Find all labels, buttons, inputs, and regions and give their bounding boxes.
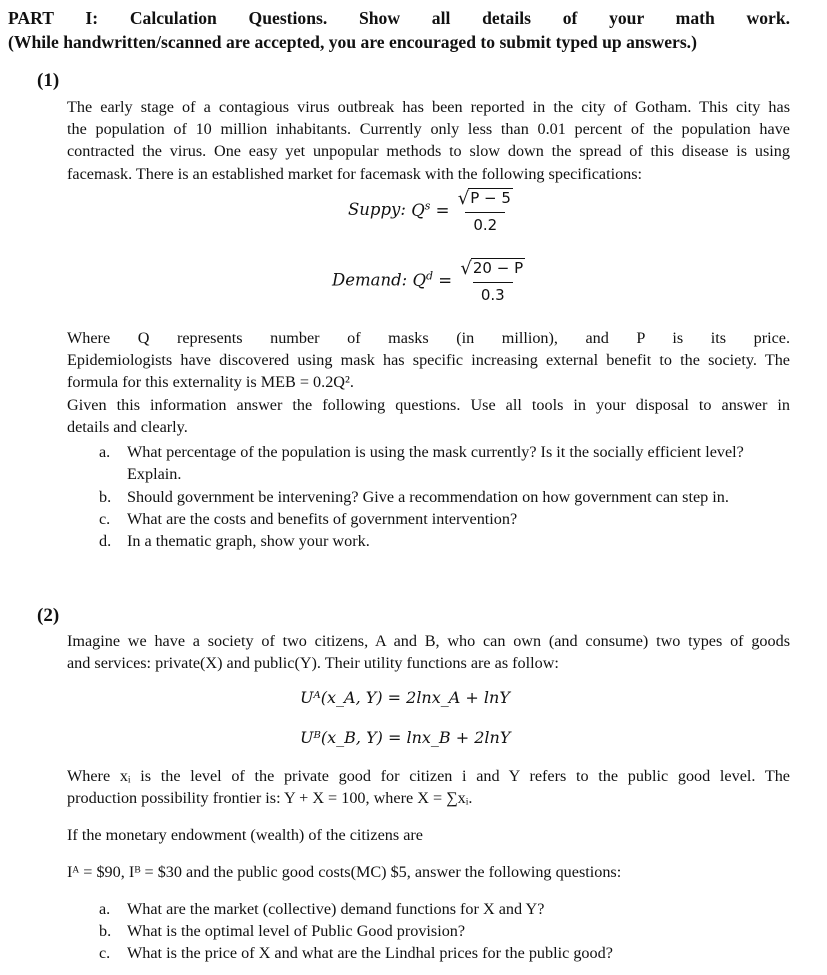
item-label: a. bbox=[99, 900, 111, 918]
item-text: What are the costs and benefits of government intervention? bbox=[127, 510, 518, 528]
question-2-item-c bbox=[99, 942, 790, 964]
demand-equation: Demand: $Q^d$ = √ 20 − P 0.3 bbox=[332, 258, 528, 304]
supply-fraction: √ P − 5 0.2 bbox=[457, 188, 511, 234]
demand-label: Demand: bbox=[332, 270, 408, 290]
item-text: What are the market (collective) demand functions for X and Y? bbox=[127, 900, 545, 918]
intro-line: contracted the virus. One easy yet unpopular methods to slow down the spread of this disease is using bbox=[67, 142, 790, 161]
where-line: production possibility frontier is: Y + X = 100, where X = ∑xᵢ. bbox=[67, 789, 473, 808]
question-2-item-b bbox=[99, 920, 790, 942]
income-line: Iᴬ = $90, Iᴮ = $30 and the public good costs(MC) $5, answer the following questions: bbox=[67, 863, 622, 881]
intro-line: facemask. There is an established market for facemask with the following specifications: bbox=[67, 164, 643, 183]
intro-line: The early stage of a contagious virus outbreak has been reported in the city of Gotham. This city has bbox=[67, 98, 790, 116]
part-header bbox=[8, 6, 790, 54]
endowment-line: If the monetary endowment (wealth) of the citizens are bbox=[67, 826, 423, 844]
item-label: d. bbox=[99, 532, 112, 550]
intro-line: and services: private(X) and public(Y). Their utility functions are as follow: bbox=[67, 654, 559, 673]
item-text: In a thematic graph, show your work. bbox=[127, 532, 370, 550]
item-label: b. bbox=[99, 922, 112, 940]
question-1-item-d bbox=[99, 530, 790, 552]
item-text: What is the price of X and what are the Lindhal prices for the public good? bbox=[127, 944, 613, 962]
part-subtitle: (While handwritten/scanned are accepted, you are encouraged to submit typed up answers.) bbox=[8, 32, 697, 52]
question-1-number: (1) bbox=[37, 70, 60, 91]
question-1-item-c bbox=[99, 508, 790, 530]
where-line: Given this information answer the following questions. Use all tools in your disposal to answer in bbox=[67, 395, 790, 414]
question-1-intro bbox=[67, 96, 790, 185]
question-2-number: (2) bbox=[37, 605, 60, 626]
item-text: What percentage of the population is using the mask currently? Is it the socially efficient level? bbox=[127, 443, 744, 461]
where-line: details and clearly. bbox=[67, 417, 188, 436]
intro-line: Imagine we have a society of two citizens, A and B, who can own (and consume) two types of goods bbox=[67, 632, 790, 650]
question-1-where bbox=[67, 327, 790, 438]
item-text: Should government be intervening? Give a recommendation on how government can step in. bbox=[127, 488, 729, 506]
question-1-item-a bbox=[99, 441, 790, 485]
item-text: What is the optimal level of Public Good provision? bbox=[127, 922, 466, 940]
where-line: formula for this externality is MEB = 0.2Q². bbox=[67, 373, 354, 392]
question-2-where bbox=[67, 765, 790, 809]
utility-b-equation: Uᴮ(x_B, Y) = lnx_B + 2lnY bbox=[300, 728, 511, 747]
demand-fraction: √ 20 − P 0.3 bbox=[460, 258, 524, 304]
supply-numerator: P − 5 bbox=[470, 189, 511, 207]
demand-denominator: 0.3 bbox=[473, 282, 513, 304]
supply-label: Suppy: bbox=[348, 199, 406, 219]
where-line: Epidemiologists have discovered using mask has specific increasing external benefit to the society. The bbox=[67, 351, 790, 370]
supply-denominator: 0.2 bbox=[465, 212, 505, 234]
item-label: c. bbox=[99, 510, 111, 528]
question-1-item-b bbox=[99, 486, 790, 508]
item-text: Explain. bbox=[127, 465, 182, 484]
item-label: b. bbox=[99, 488, 112, 506]
demand-numerator: 20 − P bbox=[472, 259, 524, 277]
part-title: PART I: Calculation Questions. Show all details of your math work. bbox=[8, 8, 790, 28]
intro-line: the population of 10 million inhabitants. Currently only less than 0.01 percent of the population have bbox=[67, 120, 790, 139]
supply-equation: Suppy: $Q^s$ = √ P − 5 0.2 bbox=[348, 188, 516, 234]
where-line: Where xᵢ is the level of the private good for citizen i and Y refers to the public good level. The bbox=[67, 767, 790, 785]
question-2-item-a bbox=[99, 898, 790, 920]
utility-a-equation: Uᴬ(x_A, Y) = 2lnx_A + lnY bbox=[300, 688, 510, 707]
item-label: c. bbox=[99, 944, 111, 962]
item-label: a. bbox=[99, 443, 111, 461]
question-2-intro bbox=[67, 630, 790, 674]
where-line: Where Q represents number of masks (in million), and P is its price. bbox=[67, 329, 790, 347]
